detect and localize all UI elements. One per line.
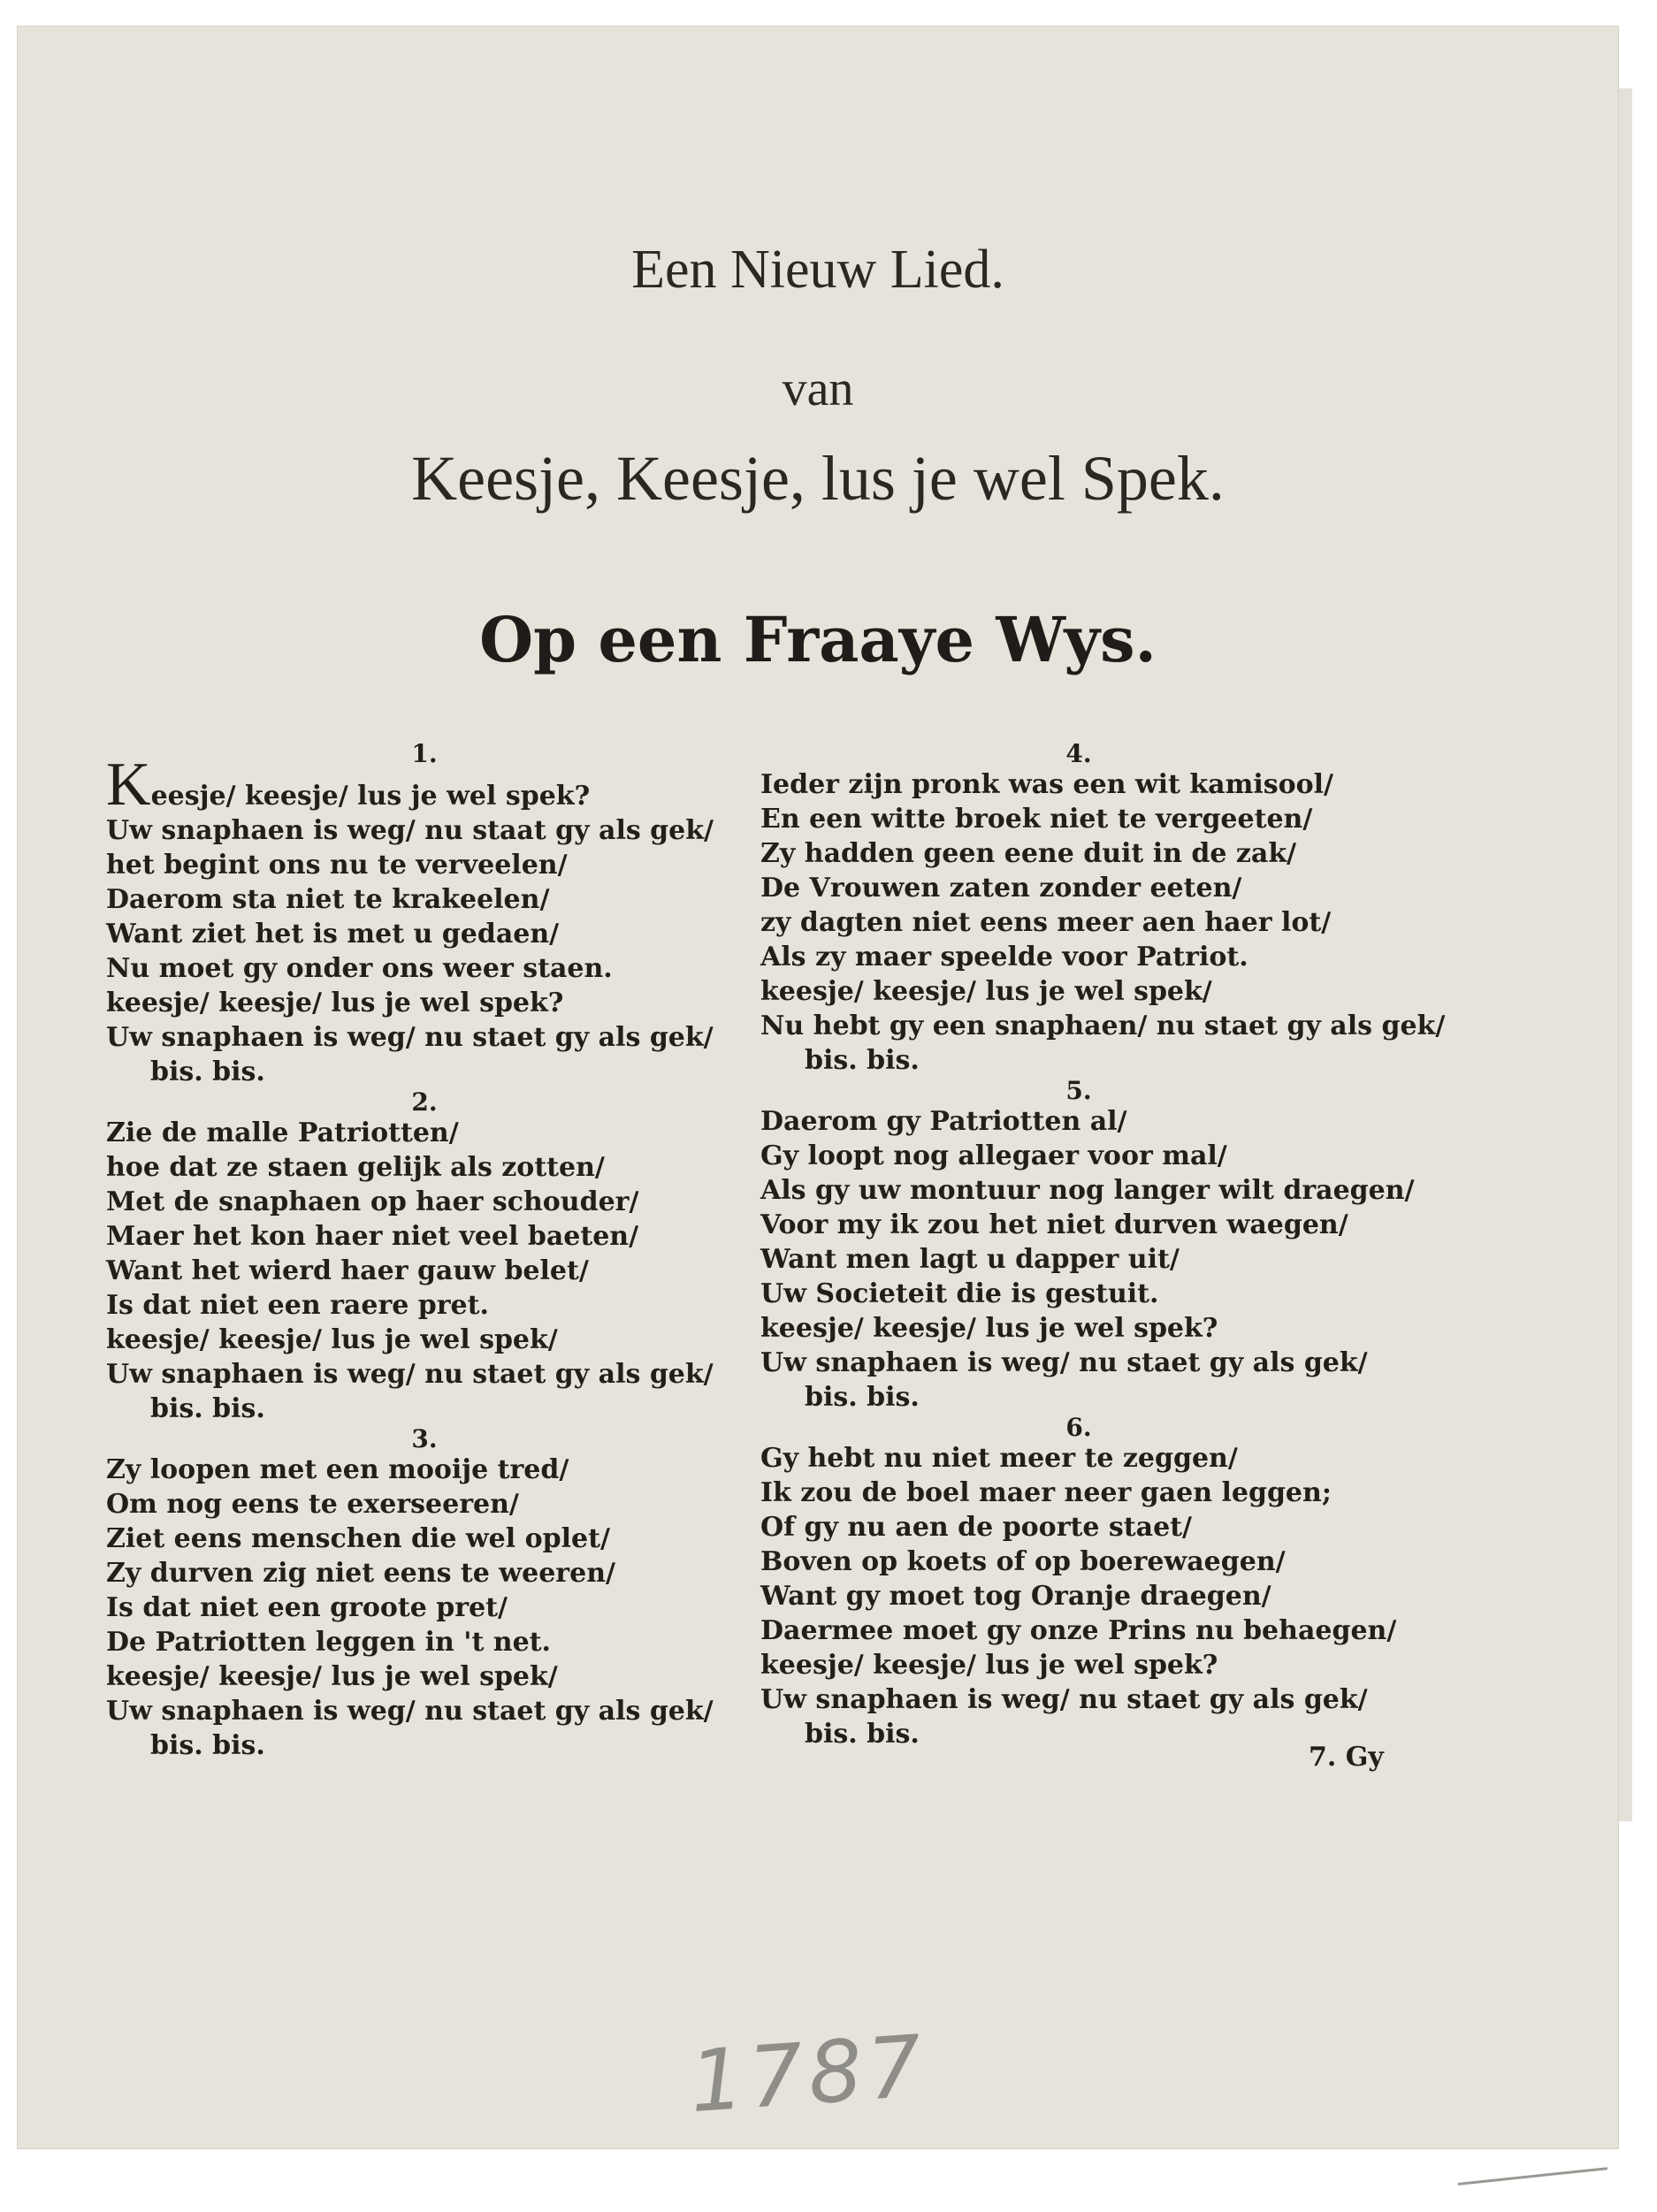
verse-4 [760, 739, 1446, 1078]
verse-5 [760, 1076, 1415, 1415]
verse-number: 4. [1065, 739, 1092, 768]
verse-line: Want gy moet tog Oranje draegen/ [760, 1581, 1271, 1612]
left-column [106, 741, 743, 1763]
verse-number: 1. [411, 739, 438, 768]
verse-number: 5. [1065, 1076, 1092, 1105]
verse-line: Boven op koets of op boerewaegen/ [760, 1546, 1286, 1577]
verse-line: Als gy uw montuur nog langer wilt draegen/ [760, 1175, 1415, 1206]
verse-line-text: eesje/ keesje/ lus je wel spek? [150, 781, 591, 812]
verse-line: Uw Societeit die is gestuit. [760, 1278, 1159, 1309]
verse-line: Uw snaphaen is weg/ nu staat gy als gek/ [106, 815, 714, 846]
verse-line: keesje/ keesje/ lus je wel spek? [760, 1313, 1218, 1344]
verse-line: De Patriotten leggen in 't net. [106, 1627, 551, 1658]
refrain-end: bis. bis. [150, 1393, 265, 1424]
refrain-end: bis. bis. [805, 1382, 920, 1413]
verse-line: het begint ons nu te verveelen/ [106, 850, 568, 881]
verse-line: keesje/ keesje/ lus je wel spek/ [106, 1324, 558, 1355]
verse-line: Uw snaphaen is weg/ nu staet gy als gek/ [106, 1696, 714, 1727]
refrain-end: bis. bis. [150, 1056, 265, 1087]
verse-3 [106, 1426, 743, 1763]
catchword: 7. Gy [1309, 1742, 1384, 1773]
verse-line: Zie de malle Patriotten/ [106, 1117, 459, 1148]
verse-line: Voor my ik zou het niet durven waegen/ [760, 1209, 1348, 1240]
verse-line: Om nog eens te exerseeren/ [106, 1489, 519, 1520]
verse-line: Gy loopt nog allegaer voor mal/ [760, 1140, 1227, 1171]
verse-number: 3. [411, 1424, 438, 1453]
verse-line: Met de snaphaen op haer schouder/ [106, 1186, 639, 1217]
verse-line: Maer het kon haer niet veel baeten/ [106, 1221, 639, 1252]
tune-subtitle: Op een Fraaye Wys. [479, 603, 1157, 676]
corner-pencil-mark [1458, 2167, 1611, 2212]
verse-line: Gy hebt nu niet meer te zeggen/ [760, 1443, 1238, 1474]
verse-2 [106, 1089, 743, 1426]
verse-line: Ieder zijn pronk was een wit kamisool/ [760, 769, 1333, 800]
verse-line: Zy hadden geen eene duit in de zak/ [760, 838, 1297, 869]
title-line-2: van [782, 362, 854, 416]
verse-line: hoe dat ze staen gelijk als zotten/ [106, 1152, 605, 1183]
refrain-end: bis. bis. [805, 1045, 920, 1076]
verse-line: Nu hebt gy een snaphaen/ nu staet gy als gek/ [760, 1011, 1446, 1041]
refrain-end: bis. bis. [150, 1730, 265, 1761]
title-line-1: Een Nieuw Lied. [631, 240, 1004, 300]
verse-line: Uw snaphaen is weg/ nu staet gy als gek/ [760, 1347, 1368, 1378]
verse-line: Is dat niet een raere pret. [106, 1290, 489, 1321]
verse-line: Of gy nu aen de poorte staet/ [760, 1512, 1192, 1543]
verse-line: En een witte broek niet te vergeeten/ [760, 804, 1313, 835]
drop-cap: K [106, 751, 151, 819]
verse-line: Uw snaphaen is weg/ nu staet gy als gek/ [760, 1684, 1368, 1715]
verse-line: Ziet eens menschen die wel oplet/ [106, 1523, 610, 1554]
verse-line: Uw snaphaen is weg/ nu staet gy als gek/ [106, 1359, 714, 1390]
verse-line: Want ziet het is met u gedaen/ [106, 919, 560, 950]
verse-number: 6. [1065, 1413, 1092, 1442]
verse-line: Als zy maer speelde voor Patriot. [760, 942, 1248, 973]
verse-line: Nu moet gy onder ons weer staen. [106, 953, 613, 984]
printed-page [18, 27, 1618, 2148]
verse-line: Daerom gy Patriotten al/ [760, 1106, 1127, 1137]
verse-line: Uw snaphaen is weg/ nu staet gy als gek/ [106, 1022, 714, 1053]
verse-line: De Vrouwen zaten zonder eeten/ [760, 873, 1242, 904]
verse-number: 2. [411, 1087, 438, 1117]
verse-line [106, 751, 743, 819]
verse-line: zy dagten niet eens meer aen haer lot/ [760, 907, 1332, 938]
verse-line: Zy loopen met een mooije tred/ [106, 1454, 569, 1485]
verse-6 [760, 1415, 1397, 1751]
verse-line: Is dat niet een groote pret/ [106, 1592, 508, 1623]
verse-line: keesje/ keesje/ lus je wel spek? [760, 1650, 1218, 1681]
verse-line: keesje/ keesje/ lus je wel spek/ [760, 976, 1212, 1007]
verse-line: Zy durven zig niet eens te weeren/ [106, 1558, 615, 1589]
verse-line: Want het wierd haer gauw belet/ [106, 1255, 589, 1286]
verse-line: Daerom sta niet te krakeelen/ [106, 884, 550, 915]
verse-line: Ik zou de boel maer neer gaen leggen; [760, 1477, 1332, 1508]
verse-line: Want men lagt u dapper uit/ [760, 1244, 1180, 1275]
handwritten-year: 1787 [686, 2016, 930, 2132]
title-line-3: Keesje, Keesje, lus je wel Spek. [411, 443, 1225, 514]
verse-line: Daermee moet gy onze Prins nu behaegen/ [760, 1615, 1397, 1646]
refrain-end: bis. bis. [805, 1719, 920, 1750]
verse-line: keesje/ keesje/ lus je wel spek/ [106, 1661, 558, 1692]
right-column [760, 739, 1446, 1751]
verse-line: keesje/ keesje/ lus je wel spek? [106, 988, 564, 1018]
verse-1 [106, 741, 743, 1089]
